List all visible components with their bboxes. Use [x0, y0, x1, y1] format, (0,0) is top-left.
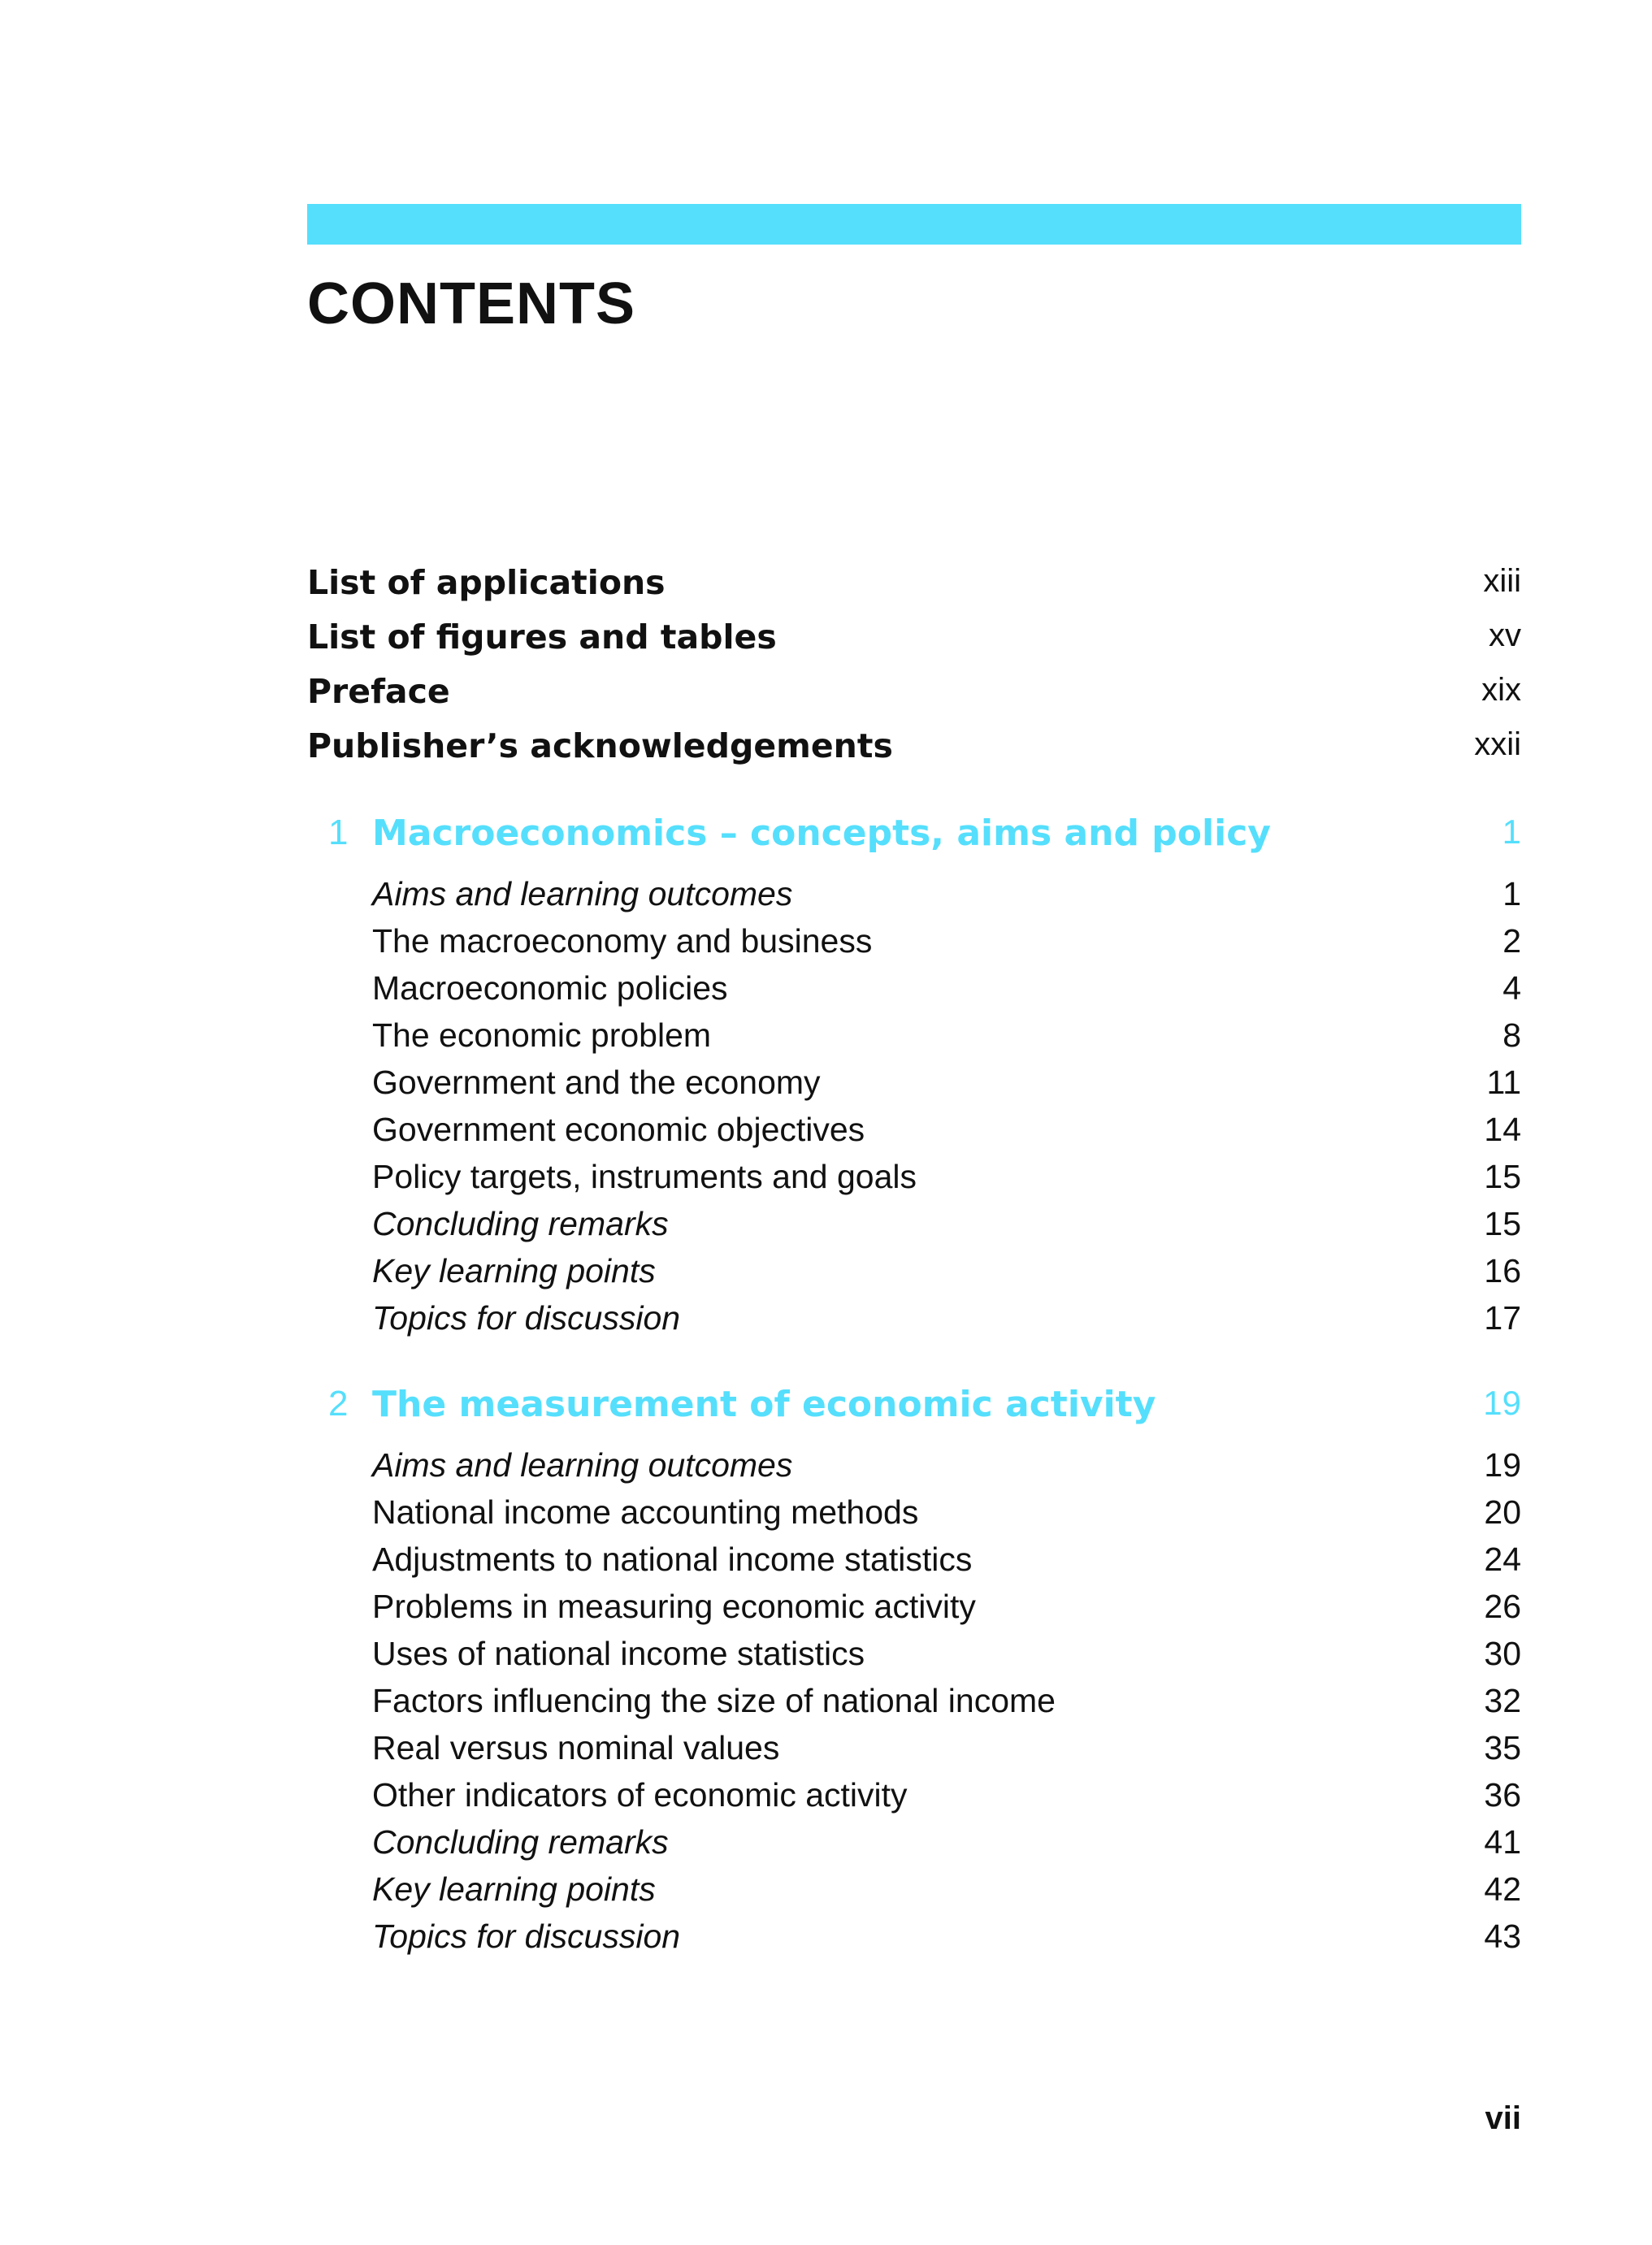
section-page: 15: [1484, 1158, 1521, 1195]
toc-section[interactable]: [307, 1158, 1521, 1203]
toc-entry-page: xxii: [1474, 726, 1521, 762]
toc-chapter-2[interactable]: [307, 1384, 1521, 1432]
section-label: Adjustments to national income statistics: [372, 1541, 973, 1578]
section-label: Macroeconomic policies: [372, 969, 728, 1007]
section-label: Concluding remarks: [372, 1205, 669, 1242]
section-label: The macroeconomy and business: [372, 922, 873, 960]
section-label: Topics for discussion: [372, 1918, 681, 1955]
section-page: 30: [1484, 1635, 1521, 1672]
toc-section[interactable]: [307, 1016, 1521, 1062]
chapter-page: 19: [1483, 1384, 1521, 1422]
section-page: 32: [1484, 1682, 1521, 1719]
section-page: 36: [1484, 1776, 1521, 1814]
accent-bar: [307, 204, 1521, 245]
section-label: Concluding remarks: [372, 1823, 669, 1861]
section-page: 20: [1484, 1493, 1521, 1531]
toc-section[interactable]: [307, 1252, 1521, 1298]
section-page: 43: [1484, 1918, 1521, 1955]
section-label: Government economic objectives: [372, 1111, 865, 1148]
section-page: 26: [1484, 1588, 1521, 1625]
section-page: 24: [1484, 1541, 1521, 1578]
section-label: Topics for discussion: [372, 1299, 681, 1337]
toc-entry-label: Preface: [307, 672, 450, 711]
section-label: Real versus nominal values: [372, 1729, 780, 1766]
toc-section[interactable]: [307, 1918, 1521, 1963]
section-page: 41: [1484, 1823, 1521, 1861]
section-label: Uses of national income statistics: [372, 1635, 865, 1672]
chapter-title: Macroeconomics – concepts, aims and policy: [372, 813, 1271, 854]
toc-section[interactable]: [307, 1205, 1521, 1250]
toc-section[interactable]: [307, 969, 1521, 1015]
toc-entry-preface[interactable]: [307, 672, 1521, 721]
toc-section[interactable]: [307, 922, 1521, 968]
toc-section[interactable]: [307, 1635, 1521, 1680]
section-page: 42: [1484, 1870, 1521, 1908]
toc-entry-label: List of applications: [307, 563, 666, 602]
toc-section[interactable]: [307, 1776, 1521, 1822]
section-page: 35: [1484, 1729, 1521, 1766]
page-folio: vii: [1485, 2100, 1521, 2136]
section-label: The economic problem: [372, 1016, 712, 1054]
section-page: 15: [1484, 1205, 1521, 1242]
section-page: 4: [1502, 969, 1521, 1007]
toc-section[interactable]: [307, 1446, 1521, 1492]
section-label: Key learning points: [372, 1870, 656, 1908]
toc-entry-list-of-applications[interactable]: [307, 563, 1521, 612]
section-page: 8: [1502, 1016, 1521, 1054]
section-label: Factors influencing the size of national income: [372, 1682, 1056, 1719]
toc-section[interactable]: [307, 1111, 1521, 1156]
toc-section[interactable]: [307, 1493, 1521, 1539]
toc-chapter-1[interactable]: [307, 813, 1521, 861]
section-label: Government and the economy: [372, 1064, 821, 1101]
section-label: Key learning points: [372, 1252, 656, 1289]
section-label: Other indicators of economic activity: [372, 1776, 908, 1814]
section-page: 2: [1502, 922, 1521, 960]
toc-entry-page: xix: [1481, 672, 1521, 708]
toc-section[interactable]: [307, 875, 1521, 921]
section-page: 14: [1484, 1111, 1521, 1148]
toc-section[interactable]: [307, 1870, 1521, 1916]
chapter-number: 2: [328, 1384, 349, 1424]
chapter-number: 1: [328, 813, 349, 852]
section-label: Aims and learning outcomes: [372, 1446, 793, 1484]
toc-section[interactable]: [307, 1682, 1521, 1727]
section-page: 1: [1502, 875, 1521, 912]
toc-section[interactable]: [307, 1064, 1521, 1109]
page-title: CONTENTS: [307, 271, 635, 336]
toc-section[interactable]: [307, 1299, 1521, 1345]
chapter-title: The measurement of economic activity: [372, 1384, 1156, 1425]
toc-entry-label: Publisher’s acknowledgements: [307, 726, 893, 765]
toc-entry-page: xv: [1489, 618, 1521, 653]
section-page: 11: [1486, 1064, 1521, 1101]
toc-entry-page: xiii: [1483, 563, 1521, 599]
section-label: Problems in measuring economic activity: [372, 1588, 976, 1625]
section-label: Policy targets, instruments and goals: [372, 1158, 917, 1195]
toc-section[interactable]: [307, 1588, 1521, 1633]
toc-entry-list-of-figures[interactable]: [307, 618, 1521, 666]
section-page: 17: [1484, 1299, 1521, 1337]
section-label: National income accounting methods: [372, 1493, 919, 1531]
section-label: Aims and learning outcomes: [372, 875, 793, 912]
toc-section[interactable]: [307, 1541, 1521, 1586]
chapter-page: 1: [1502, 813, 1521, 851]
toc-entry-label: List of figures and tables: [307, 618, 777, 657]
section-page: 16: [1484, 1252, 1521, 1289]
toc-entry-acknowledgements[interactable]: [307, 726, 1521, 775]
toc-section[interactable]: [307, 1823, 1521, 1869]
toc-section[interactable]: [307, 1729, 1521, 1775]
section-page: 19: [1484, 1446, 1521, 1484]
